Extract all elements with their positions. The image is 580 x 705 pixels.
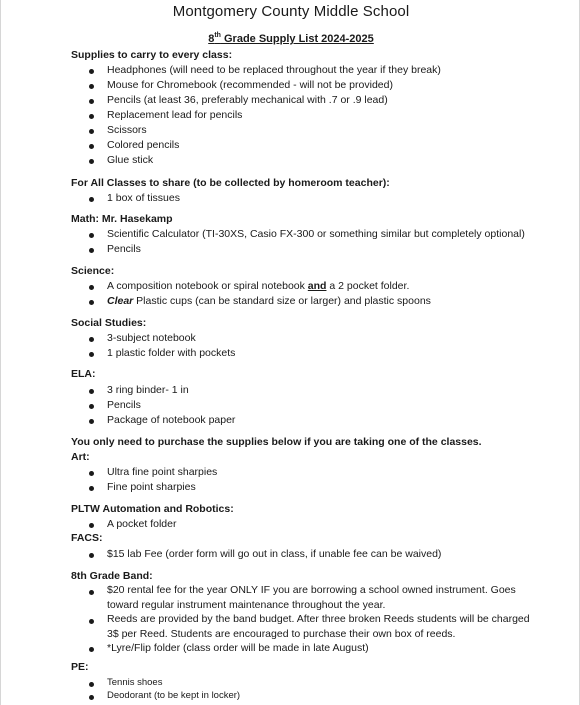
bullet-icon — [89, 285, 94, 290]
supply-list-title — [1, 33, 580, 45]
elective-note: You only need to purchase the supplies below if you are taking one of the classes. — [71, 436, 482, 448]
school-name: Montgomery County Middle School — [172, 3, 410, 20]
bullet-icon — [89, 486, 94, 491]
list-item: 1 box of tissues — [107, 192, 180, 204]
bullet-icon — [89, 553, 94, 558]
list-item: Pencils — [107, 243, 141, 255]
bullet-icon — [89, 114, 94, 119]
bullet-icon — [89, 695, 94, 700]
list-item: Headphones (will need to be replaced throughout the year if they break) — [107, 64, 441, 76]
bullet-icon — [89, 471, 94, 476]
list-item: Glue stick — [107, 154, 154, 166]
bullet-icon — [89, 300, 94, 305]
every-class-heading: Supplies to carry to every class: — [71, 49, 233, 61]
bullet-icon — [89, 647, 94, 652]
list-item: Scissors — [107, 124, 147, 136]
list-item: *Lyre/Flip folder (class order will be made in late August) — [107, 642, 369, 654]
bullet-icon — [89, 523, 94, 528]
math-heading: Math: Mr. Hasekamp — [71, 213, 173, 225]
list-item: Pencils (at least 36, preferably mechanical with .7 or .9 lead) — [107, 94, 388, 106]
art-heading: Art: — [71, 451, 90, 463]
bullet-icon — [89, 84, 94, 89]
list-item — [107, 280, 409, 292]
list-item: Tennis shoes — [107, 677, 163, 688]
bullet-icon — [89, 248, 94, 253]
science-item1-part1: A composition notebook or spiral notebook — [107, 280, 308, 292]
pltw-heading: PLTW Automation and Robotics: — [71, 503, 234, 515]
grade-number: 8 — [208, 33, 215, 45]
bullet-icon — [89, 159, 94, 164]
list-item: $15 lab Fee (order form will go out in class, if unable fee can be waived) — [107, 548, 442, 560]
list-item: A pocket folder — [107, 518, 177, 530]
facs-heading: FACS: — [71, 532, 103, 544]
science-item2-clear: Clear — [107, 295, 134, 307]
list-item: Fine point sharpies — [107, 481, 196, 493]
bullet-icon — [89, 144, 94, 149]
list-item: 3 ring binder- 1 in — [107, 384, 189, 396]
list-item: 3-subject notebook — [107, 332, 196, 344]
bullet-icon — [89, 419, 94, 424]
bullet-icon — [89, 69, 94, 74]
science-heading: Science: — [71, 265, 115, 277]
list-item: Replacement lead for pencils — [107, 109, 243, 121]
bullet-icon — [89, 404, 94, 409]
list-item: $20 rental fee for the year ONLY IF you are borrowing a school owned instrument. Goes toward regular instrument maintenance throughout the year. — [107, 584, 516, 611]
list-item: Mouse for Chromebook (recommended - will not be provided) — [107, 79, 393, 91]
pe-heading: PE: — [71, 661, 89, 673]
list-item: 1 plastic folder with pockets — [107, 347, 236, 359]
social-studies-heading: Social Studies: — [71, 317, 147, 329]
list-item: Deodorant (to be kept in locker) — [107, 690, 241, 701]
bullet-icon — [89, 389, 94, 394]
bullet-icon — [89, 619, 94, 624]
list-item: Reeds are provided by the band budget. After three broken Reeds students will be charged 3$ per Reed. Students are encouraged to purchase their own box of reeds. — [107, 613, 530, 640]
science-item1-and: and — [307, 280, 327, 292]
list-item: Ultra fine point sharpies — [107, 466, 218, 478]
bullet-icon — [89, 129, 94, 134]
list-item: Package of notebook paper — [107, 414, 236, 426]
list-item: Scientific Calculator (TI-30XS, Casio FX-300 or something similar but completely optional) — [107, 228, 525, 240]
bullet-icon — [89, 233, 94, 238]
ela-heading: ELA: — [71, 368, 96, 380]
list-item: Pencils — [107, 399, 141, 411]
list-item: Colored pencils — [107, 139, 180, 151]
science-item2-rest: Plastic cups (can be standard size or larger) and plastic spoons — [133, 295, 431, 307]
bullet-icon — [89, 590, 94, 595]
shared-heading: For All Classes to share (to be collected by homeroom teacher): — [71, 177, 390, 189]
grade-suffix: th — [214, 32, 221, 39]
bullet-icon — [89, 99, 94, 104]
title-rest: Grade Supply List 2024-2025 — [220, 33, 374, 45]
bullet-icon — [89, 352, 94, 357]
bullet-icon — [89, 197, 94, 202]
list-item — [107, 295, 431, 307]
bullet-icon — [89, 337, 94, 342]
bullet-icon — [89, 682, 94, 687]
science-item1-part2: a 2 pocket folder. — [326, 280, 410, 292]
band-heading: 8th Grade Band: — [71, 570, 153, 582]
